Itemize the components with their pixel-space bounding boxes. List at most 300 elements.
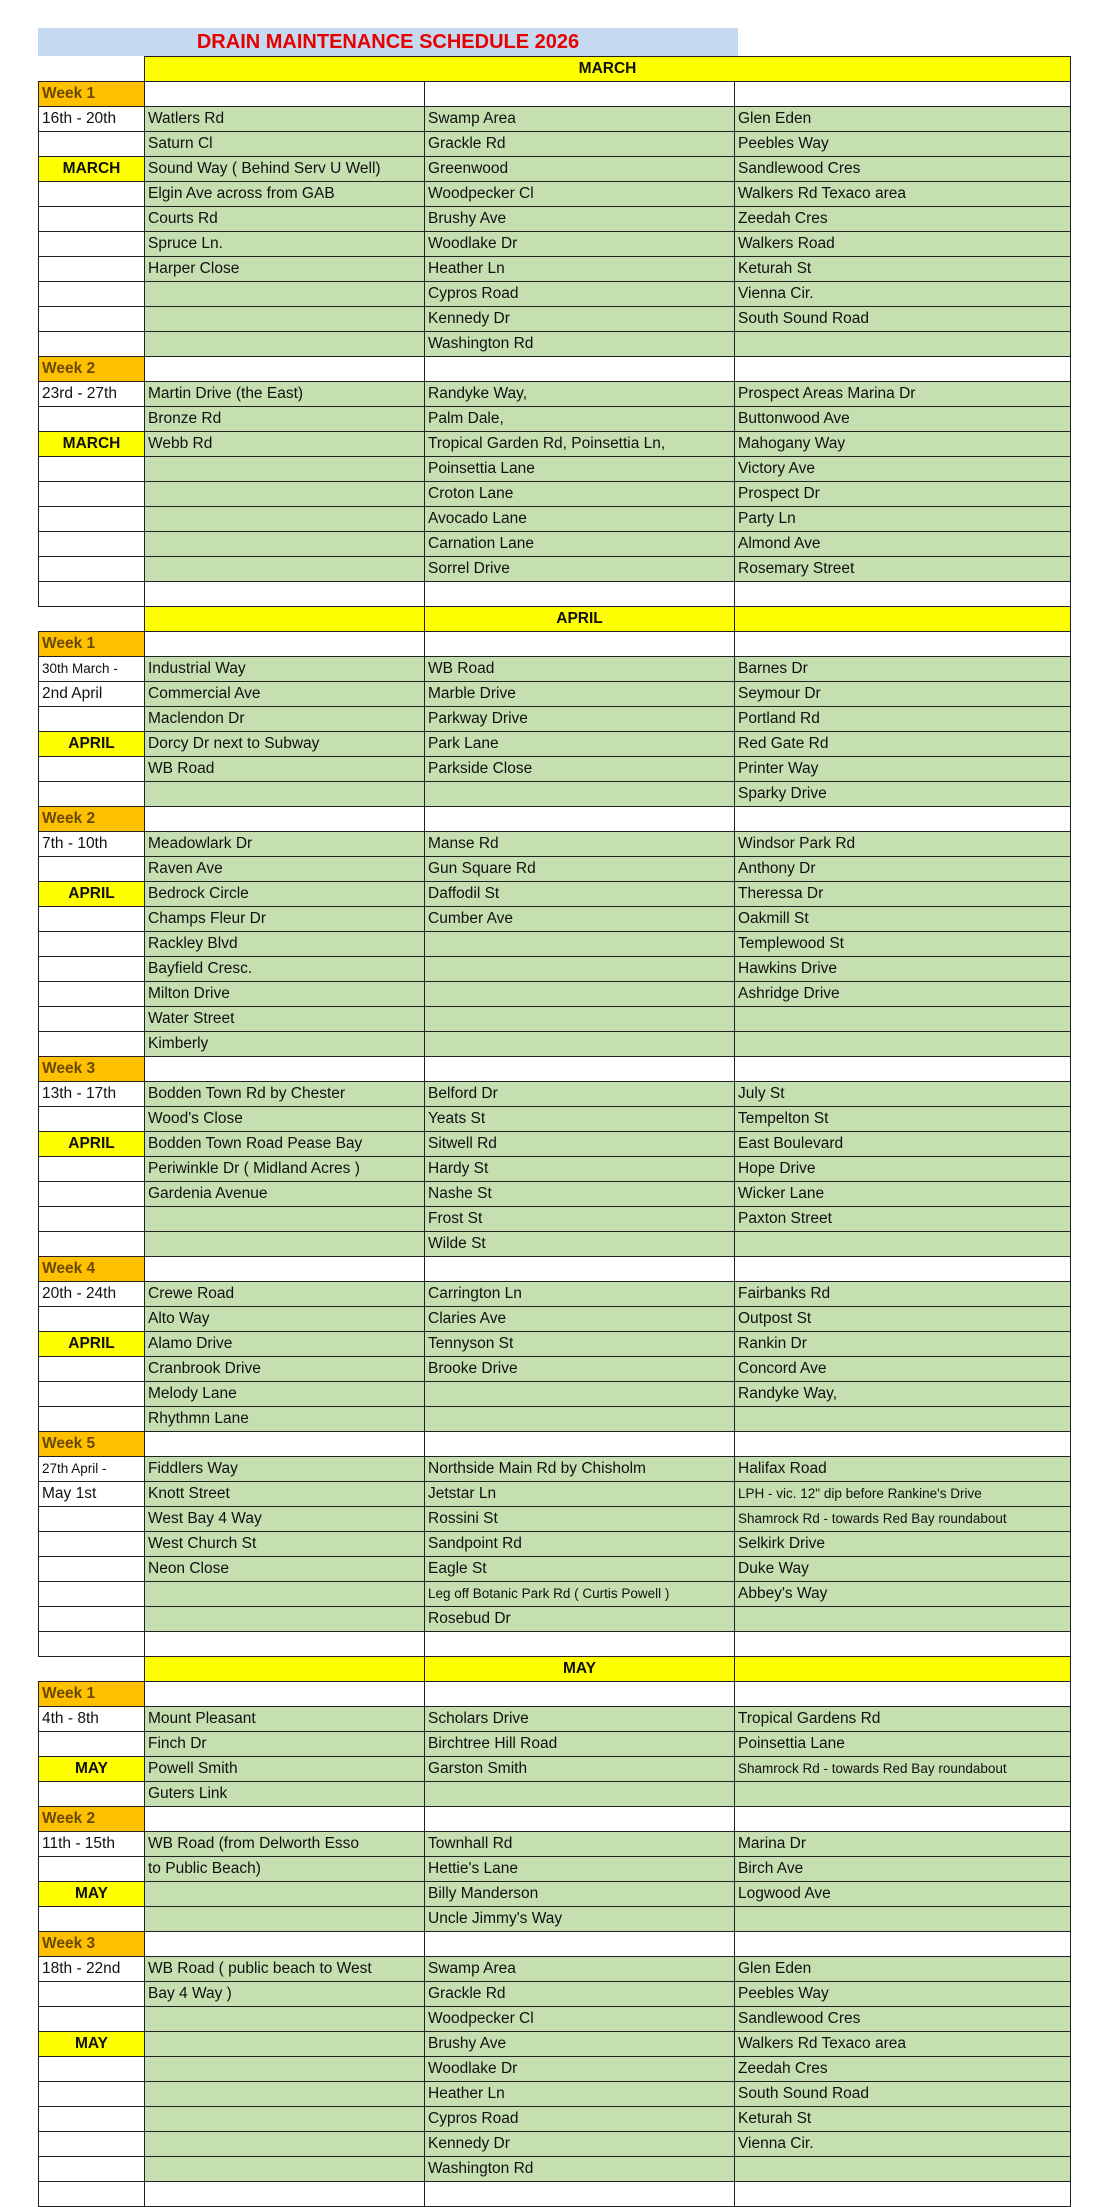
street-cell: WB Road (from Delworth Esso [145,1832,425,1857]
week-header-blank [735,632,1071,657]
blank-cell [39,582,145,607]
month-header-fill [145,1657,425,1682]
week-header-blank [735,357,1071,382]
week-header-blank [735,1057,1071,1082]
date-range [39,282,145,307]
street-cell: Croton Lane [425,482,735,507]
table-row [39,282,1071,307]
week-header-blank [735,1432,1071,1457]
blank-cell [735,582,1071,607]
date-range [39,1582,145,1607]
street-cell: Duke Way [735,1557,1071,1582]
date-range [39,132,145,157]
street-cell: Bedrock Circle [145,882,425,907]
street-cell: Victory Ave [735,457,1071,482]
street-cell: WB Road [145,757,425,782]
street-cell: Milton Drive [145,982,425,1007]
table-row [39,2007,1071,2032]
street-cell: Sandpoint Rd [425,1532,735,1557]
week-header-row [39,1057,1071,1082]
table-row [39,2107,1071,2132]
blank-cell [735,2182,1071,2207]
table-row [39,1857,1071,1882]
week-header-blank [735,1682,1071,1707]
street-cell: Bayfield Cresc. [145,957,425,982]
month-header-fill [145,607,425,632]
table-row [39,557,1071,582]
street-cell: Cranbrook Drive [145,1357,425,1382]
table-row [39,1507,1071,1532]
street-cell [145,307,425,332]
week-header-blank [425,1682,735,1707]
date-range [39,1982,145,2007]
street-cell: Heather Ln [425,2082,735,2107]
street-cell [425,1382,735,1407]
street-cell [145,782,425,807]
month-header-fill [735,607,1071,632]
date-range [39,2082,145,2107]
street-cell: Townhall Rd [425,1832,735,1857]
table-row [39,1132,1071,1157]
street-cell: Commercial Ave [145,682,425,707]
street-cell [145,457,425,482]
month-header-row [39,607,1071,632]
street-cell: Woodlake Dr [425,2057,735,2082]
street-cell: Periwinkle Dr ( Midland Acres ) [145,1157,425,1182]
street-cell: Randyke Way, [425,382,735,407]
date-range: 20th - 24th [39,1282,145,1307]
blank-cell [735,1632,1071,1657]
month-header: MARCH [145,57,1071,82]
table-row [39,257,1071,282]
street-cell: Wilde St [425,1232,735,1257]
week-header-blank [425,1432,735,1457]
blank-cell [425,2182,735,2207]
week-header-row [39,357,1071,382]
street-cell [735,2157,1071,2182]
street-cell: Carnation Lane [425,532,735,557]
date-range: 30th March - [39,657,145,682]
month-marker: MAY [39,1757,145,1782]
table-row [39,532,1071,557]
street-cell: Belford Dr [425,1082,735,1107]
week-header-blank [735,82,1071,107]
street-cell [145,557,425,582]
blank-cell [145,582,425,607]
street-cell: Bodden Town Road Pease Bay [145,1132,425,1157]
street-cell: Paxton Street [735,1207,1071,1232]
table-row [39,1782,1071,1807]
street-cell: Neon Close [145,1557,425,1582]
month-marker: MAY [39,1882,145,1907]
street-cell: Knott Street [145,1482,425,1507]
street-cell: Claries Ave [425,1307,735,1332]
street-cell: Finch Dr [145,1732,425,1757]
table-row [39,1957,1071,1982]
month-marker: MAY [39,2032,145,2057]
street-cell [145,2107,425,2132]
street-cell: Prospect Dr [735,482,1071,507]
week-label: Week 1 [39,82,145,107]
street-cell: Hardy St [425,1157,735,1182]
street-cell: Kimberly [145,1032,425,1057]
street-cell: Rankin Dr [735,1332,1071,1357]
street-cell: Grackle Rd [425,132,735,157]
table-row [39,1207,1071,1232]
street-cell: Cumber Ave [425,907,735,932]
street-cell: Mount Pleasant [145,1707,425,1732]
date-range [39,1407,145,1432]
street-cell: Guters Link [145,1782,425,1807]
date-range [39,1307,145,1332]
street-cell: Alto Way [145,1307,425,1332]
street-cell: Wicker Lane [735,1182,1071,1207]
week-label: Week 3 [39,1057,145,1082]
street-cell: Rhythmn Lane [145,1407,425,1432]
street-cell: Crewe Road [145,1282,425,1307]
table-row [39,782,1071,807]
street-cell: Swamp Area [425,1957,735,1982]
date-range [39,782,145,807]
date-range [39,1357,145,1382]
street-cell [145,482,425,507]
street-cell: Watlers Rd [145,107,425,132]
street-cell: Scholars Drive [425,1707,735,1732]
month-marker: APRIL [39,732,145,757]
date-range [39,982,145,1007]
street-cell: Palm Dale, [425,407,735,432]
street-cell: Keturah St [735,2107,1071,2132]
month-marker: MARCH [39,157,145,182]
street-cell: Brushy Ave [425,2032,735,2057]
street-cell: Walkers Rd Texaco area [735,182,1071,207]
street-cell: Randyke Way, [735,1382,1071,1407]
date-range [39,307,145,332]
street-cell: Harper Close [145,257,425,282]
street-cell [145,2132,425,2157]
date-range [39,1782,145,1807]
street-cell [145,332,425,357]
table-row [39,432,1071,457]
street-cell: Cypros Road [425,2107,735,2132]
date-range [39,1157,145,1182]
street-cell [425,957,735,982]
date-range [39,1182,145,1207]
date-range [39,507,145,532]
street-cell: Gardenia Avenue [145,1182,425,1207]
street-cell [735,1007,1071,1032]
date-range [39,1532,145,1557]
street-cell [145,282,425,307]
street-cell: Logwood Ave [735,1882,1071,1907]
table-row [39,957,1071,982]
street-cell: Abbey's Way [735,1582,1071,1607]
street-cell: Templewood St [735,932,1071,957]
week-header-blank [145,357,425,382]
street-cell: South Sound Road [735,2082,1071,2107]
date-range [39,1382,145,1407]
street-cell: Carrington Ln [425,1282,735,1307]
table-row [39,907,1071,932]
street-cell: Washington Rd [425,2157,735,2182]
week-header-blank [425,357,735,382]
date-range [39,482,145,507]
street-cell: Sandlewood Cres [735,157,1071,182]
street-cell: Tennyson St [425,1332,735,1357]
date-range [39,1732,145,1757]
date-range [39,232,145,257]
date-range [39,1907,145,1932]
street-cell: South Sound Road [735,307,1071,332]
street-cell: Alamo Drive [145,1332,425,1357]
street-cell: Shamrock Rd - towards Red Bay roundabout [735,1757,1071,1782]
street-cell [145,2082,425,2107]
street-cell: Halifax Road [735,1457,1071,1482]
street-cell: East Boulevard [735,1132,1071,1157]
week-header-blank [735,1807,1071,1832]
street-cell [735,1607,1071,1632]
week-label: Week 3 [39,1932,145,1957]
street-cell: Bay 4 Way ) [145,1982,425,2007]
week-header-blank [145,1257,425,1282]
table-row [39,157,1071,182]
table-row [39,307,1071,332]
street-cell: Vienna Cir. [735,2132,1071,2157]
month-header-spacer [39,1657,145,1682]
street-cell: Maclendon Dr [145,707,425,732]
week-header-row [39,632,1071,657]
month-header: MAY [425,1657,735,1682]
table-row [39,1832,1071,1857]
table-row [39,1557,1071,1582]
street-cell: Jetstar Ln [425,1482,735,1507]
street-cell: Washington Rd [425,332,735,357]
table-row [39,107,1071,132]
week-label: Week 2 [39,807,145,832]
blank-row [39,2182,1071,2207]
table-row [39,707,1071,732]
table-row [39,1757,1071,1782]
street-cell: Water Street [145,1007,425,1032]
table-row [39,1007,1071,1032]
title-row [38,28,1070,56]
street-cell [145,507,425,532]
table-row [39,507,1071,532]
street-cell: July St [735,1082,1071,1107]
month-marker: MARCH [39,432,145,457]
street-cell: West Bay 4 Way [145,1507,425,1532]
street-cell [145,1882,425,1907]
street-cell: to Public Beach) [145,1857,425,1882]
date-range [39,2057,145,2082]
date-range [39,2157,145,2182]
street-cell: Tempelton St [735,1107,1071,1132]
date-range [39,2132,145,2157]
street-cell [145,2007,425,2032]
week-header-blank [145,807,425,832]
street-cell [145,1907,425,1932]
table-row [39,1232,1071,1257]
street-cell: Almond Ave [735,532,1071,557]
street-cell: Park Lane [425,732,735,757]
table-row [39,182,1071,207]
street-cell: Portland Rd [735,707,1071,732]
street-cell: Elgin Ave across from GAB [145,182,425,207]
street-cell: Wood's Close [145,1107,425,1132]
street-cell [425,1032,735,1057]
street-cell: Peebles Way [735,1982,1071,2007]
street-cell [735,332,1071,357]
month-header-spacer [39,57,145,82]
table-row [39,982,1071,1007]
street-cell [425,1007,735,1032]
table-row [39,207,1071,232]
street-cell: Rossini St [425,1507,735,1532]
street-cell: Northside Main Rd by Chisholm [425,1457,735,1482]
week-header-blank [145,1057,425,1082]
street-cell: Ashridge Drive [735,982,1071,1007]
month-marker: APRIL [39,1132,145,1157]
street-cell: Kennedy Dr [425,307,735,332]
street-cell: Selkirk Drive [735,1532,1071,1557]
week-header-blank [425,1807,735,1832]
week-header-blank [145,1682,425,1707]
street-cell: Mahogany Way [735,432,1071,457]
table-row [39,1882,1071,1907]
table-row [39,1382,1071,1407]
street-cell: Sitwell Rd [425,1132,735,1157]
street-cell: Greenwood [425,157,735,182]
date-range [39,257,145,282]
month-header-fill [735,1657,1071,1682]
street-cell: Nashe St [425,1182,735,1207]
table-row [39,382,1071,407]
street-cell [145,2157,425,2182]
date-range [39,1007,145,1032]
table-row [39,657,1071,682]
schedule-sheet [38,28,1070,2207]
street-cell [145,2057,425,2082]
street-cell [735,1232,1071,1257]
street-cell: Birch Ave [735,1857,1071,1882]
table-row [39,1607,1071,1632]
blank-row [39,582,1071,607]
table-row [39,1307,1071,1332]
week-label: Week 1 [39,632,145,657]
street-cell: Fiddlers Way [145,1457,425,1482]
week-header-row [39,807,1071,832]
street-cell: Zeedah Cres [735,2057,1071,2082]
table-row [39,1582,1071,1607]
week-header-row [39,1432,1071,1457]
date-range [39,1107,145,1132]
street-cell: Fairbanks Rd [735,1282,1071,1307]
street-cell: Walkers Rd Texaco area [735,2032,1071,2057]
date-range: 11th - 15th [39,1832,145,1857]
date-range [39,1207,145,1232]
blank-cell [145,2182,425,2207]
table-row [39,932,1071,957]
table-row [39,232,1071,257]
table-row [39,407,1071,432]
table-row [39,857,1071,882]
street-cell: Marble Drive [425,682,735,707]
table-row [39,1107,1071,1132]
street-cell: Champs Fleur Dr [145,907,425,932]
week-header-row [39,1807,1071,1832]
date-range: 7th - 10th [39,832,145,857]
street-cell: Sound Way ( Behind Serv U Well) [145,157,425,182]
date-range: 13th - 17th [39,1082,145,1107]
table-row [39,757,1071,782]
street-cell: Webb Rd [145,432,425,457]
street-cell: Seymour Dr [735,682,1071,707]
date-range [39,1507,145,1532]
street-cell: Avocado Lane [425,507,735,532]
table-row [39,682,1071,707]
week-header-row [39,1257,1071,1282]
street-cell: Theressa Dr [735,882,1071,907]
blank-cell [39,1632,145,1657]
month-header-row [39,57,1071,82]
schedule-table [38,56,1071,2207]
table-row [39,1707,1071,1732]
table-row [39,1357,1071,1382]
street-cell: Sorrel Drive [425,557,735,582]
street-cell: Meadowlark Dr [145,832,425,857]
date-range [39,1232,145,1257]
street-cell: Cypros Road [425,282,735,307]
street-cell: Tropical Gardens Rd [735,1707,1071,1732]
table-row [39,1482,1071,1507]
date-range [39,757,145,782]
date-range [39,332,145,357]
week-header-blank [735,807,1071,832]
street-cell: Parkside Close [425,757,735,782]
table-row [39,732,1071,757]
blank-cell [425,582,735,607]
street-cell: Prospect Areas Marina Dr [735,382,1071,407]
date-range [39,932,145,957]
street-cell: Hawkins Drive [735,957,1071,982]
schedule-body [39,57,1071,2207]
street-cell: Party Ln [735,507,1071,532]
street-cell [145,532,425,557]
street-cell: Powell Smith [145,1757,425,1782]
street-cell: Birchtree Hill Road [425,1732,735,1757]
date-range [39,957,145,982]
street-cell: Woodpecker Cl [425,2007,735,2032]
table-row [39,1907,1071,1932]
week-header-blank [735,1257,1071,1282]
street-cell: Red Gate Rd [735,732,1071,757]
date-range [39,907,145,932]
street-cell: Kennedy Dr [425,2132,735,2157]
street-cell: Printer Way [735,757,1071,782]
street-cell [735,1907,1071,1932]
date-range: 27th April - [39,1457,145,1482]
table-row [39,482,1071,507]
street-cell: Billy Manderson [425,1882,735,1907]
date-range [39,557,145,582]
street-cell [425,932,735,957]
street-cell: WB Road ( public beach to West [145,1957,425,1982]
street-cell: Bronze Rd [145,407,425,432]
street-cell: Windsor Park Rd [735,832,1071,857]
week-header-blank [425,1257,735,1282]
street-cell: Eagle St [425,1557,735,1582]
street-cell: Garston Smith [425,1757,735,1782]
